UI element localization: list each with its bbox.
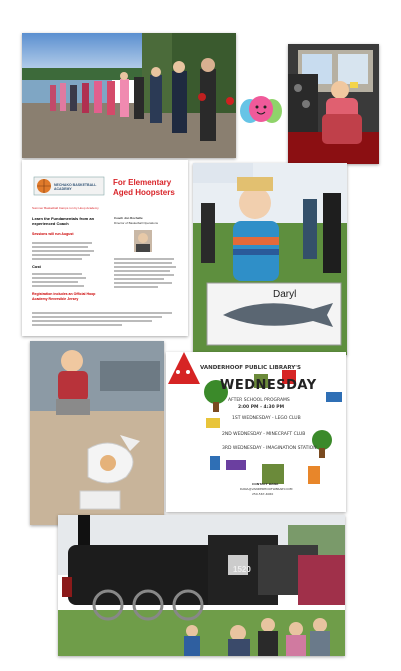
registration-note: Registration includes an Official Hoop Academy Reversible Jersey [32, 292, 96, 301]
flyer-heading: Learn the Fundamentals from an experienced Coach [32, 216, 95, 226]
craft-boy-photo [30, 341, 164, 525]
balloon-sticker-icon [238, 96, 284, 130]
steam-train-photo [58, 515, 345, 656]
flyer-title: For Elementary Aged Hoopsters [113, 178, 175, 197]
sessions-heading: Sessions will run August [32, 232, 74, 236]
week3-imagination: 3RD WEDNESDAY - IMAGINATION STATION [222, 446, 317, 451]
hoop-academy-logo [30, 174, 108, 200]
sturgeon-sign-photo [193, 163, 347, 355]
basketball-flyer [22, 160, 188, 336]
fire-truck-photo [288, 44, 379, 164]
coach-bio-lines [114, 256, 180, 290]
logo-text: NECHAKO BASKETBALL ACADEMY [54, 183, 97, 191]
week1-lego: 1ST WEDNESDAY - LEGO CLUB [232, 416, 301, 421]
poster-title: WEDNESDAY [220, 378, 317, 393]
contact-email: DANA@VANDERHOOFLIBRARY.COM [240, 487, 293, 491]
flyer-subtitle: Summer Basketball Camps run by Hoop Academy [32, 206, 99, 210]
lake-group-photo [22, 33, 236, 158]
cost-heading: Cost [32, 264, 41, 269]
footer-lines [32, 310, 182, 328]
poster-program: AFTER SCHOOL PROGRAMS [228, 398, 290, 403]
coach-photo [134, 230, 152, 252]
cost-lines [32, 271, 102, 289]
coach-title: Director of Basketball Operations [114, 221, 159, 225]
contact-phone: 250-567-4060 [252, 492, 274, 496]
session-lines [32, 240, 102, 262]
poster-time: 2:00 PM - 4:30 PM [238, 405, 285, 410]
library-name: VANDERHOOF PUBLIC LIBRARY'S [200, 365, 301, 371]
contact-heading: CONTACT DANA [252, 482, 279, 486]
engine-number: 1520 [233, 565, 251, 574]
daryl-label: Daryl [273, 289, 297, 300]
library-poster [166, 352, 346, 512]
coach-name: Coach Jon Rochelle [114, 216, 143, 220]
week2-minecraft: 2ND WEDNESDAY - MINECRAFT CLUB [222, 432, 306, 437]
